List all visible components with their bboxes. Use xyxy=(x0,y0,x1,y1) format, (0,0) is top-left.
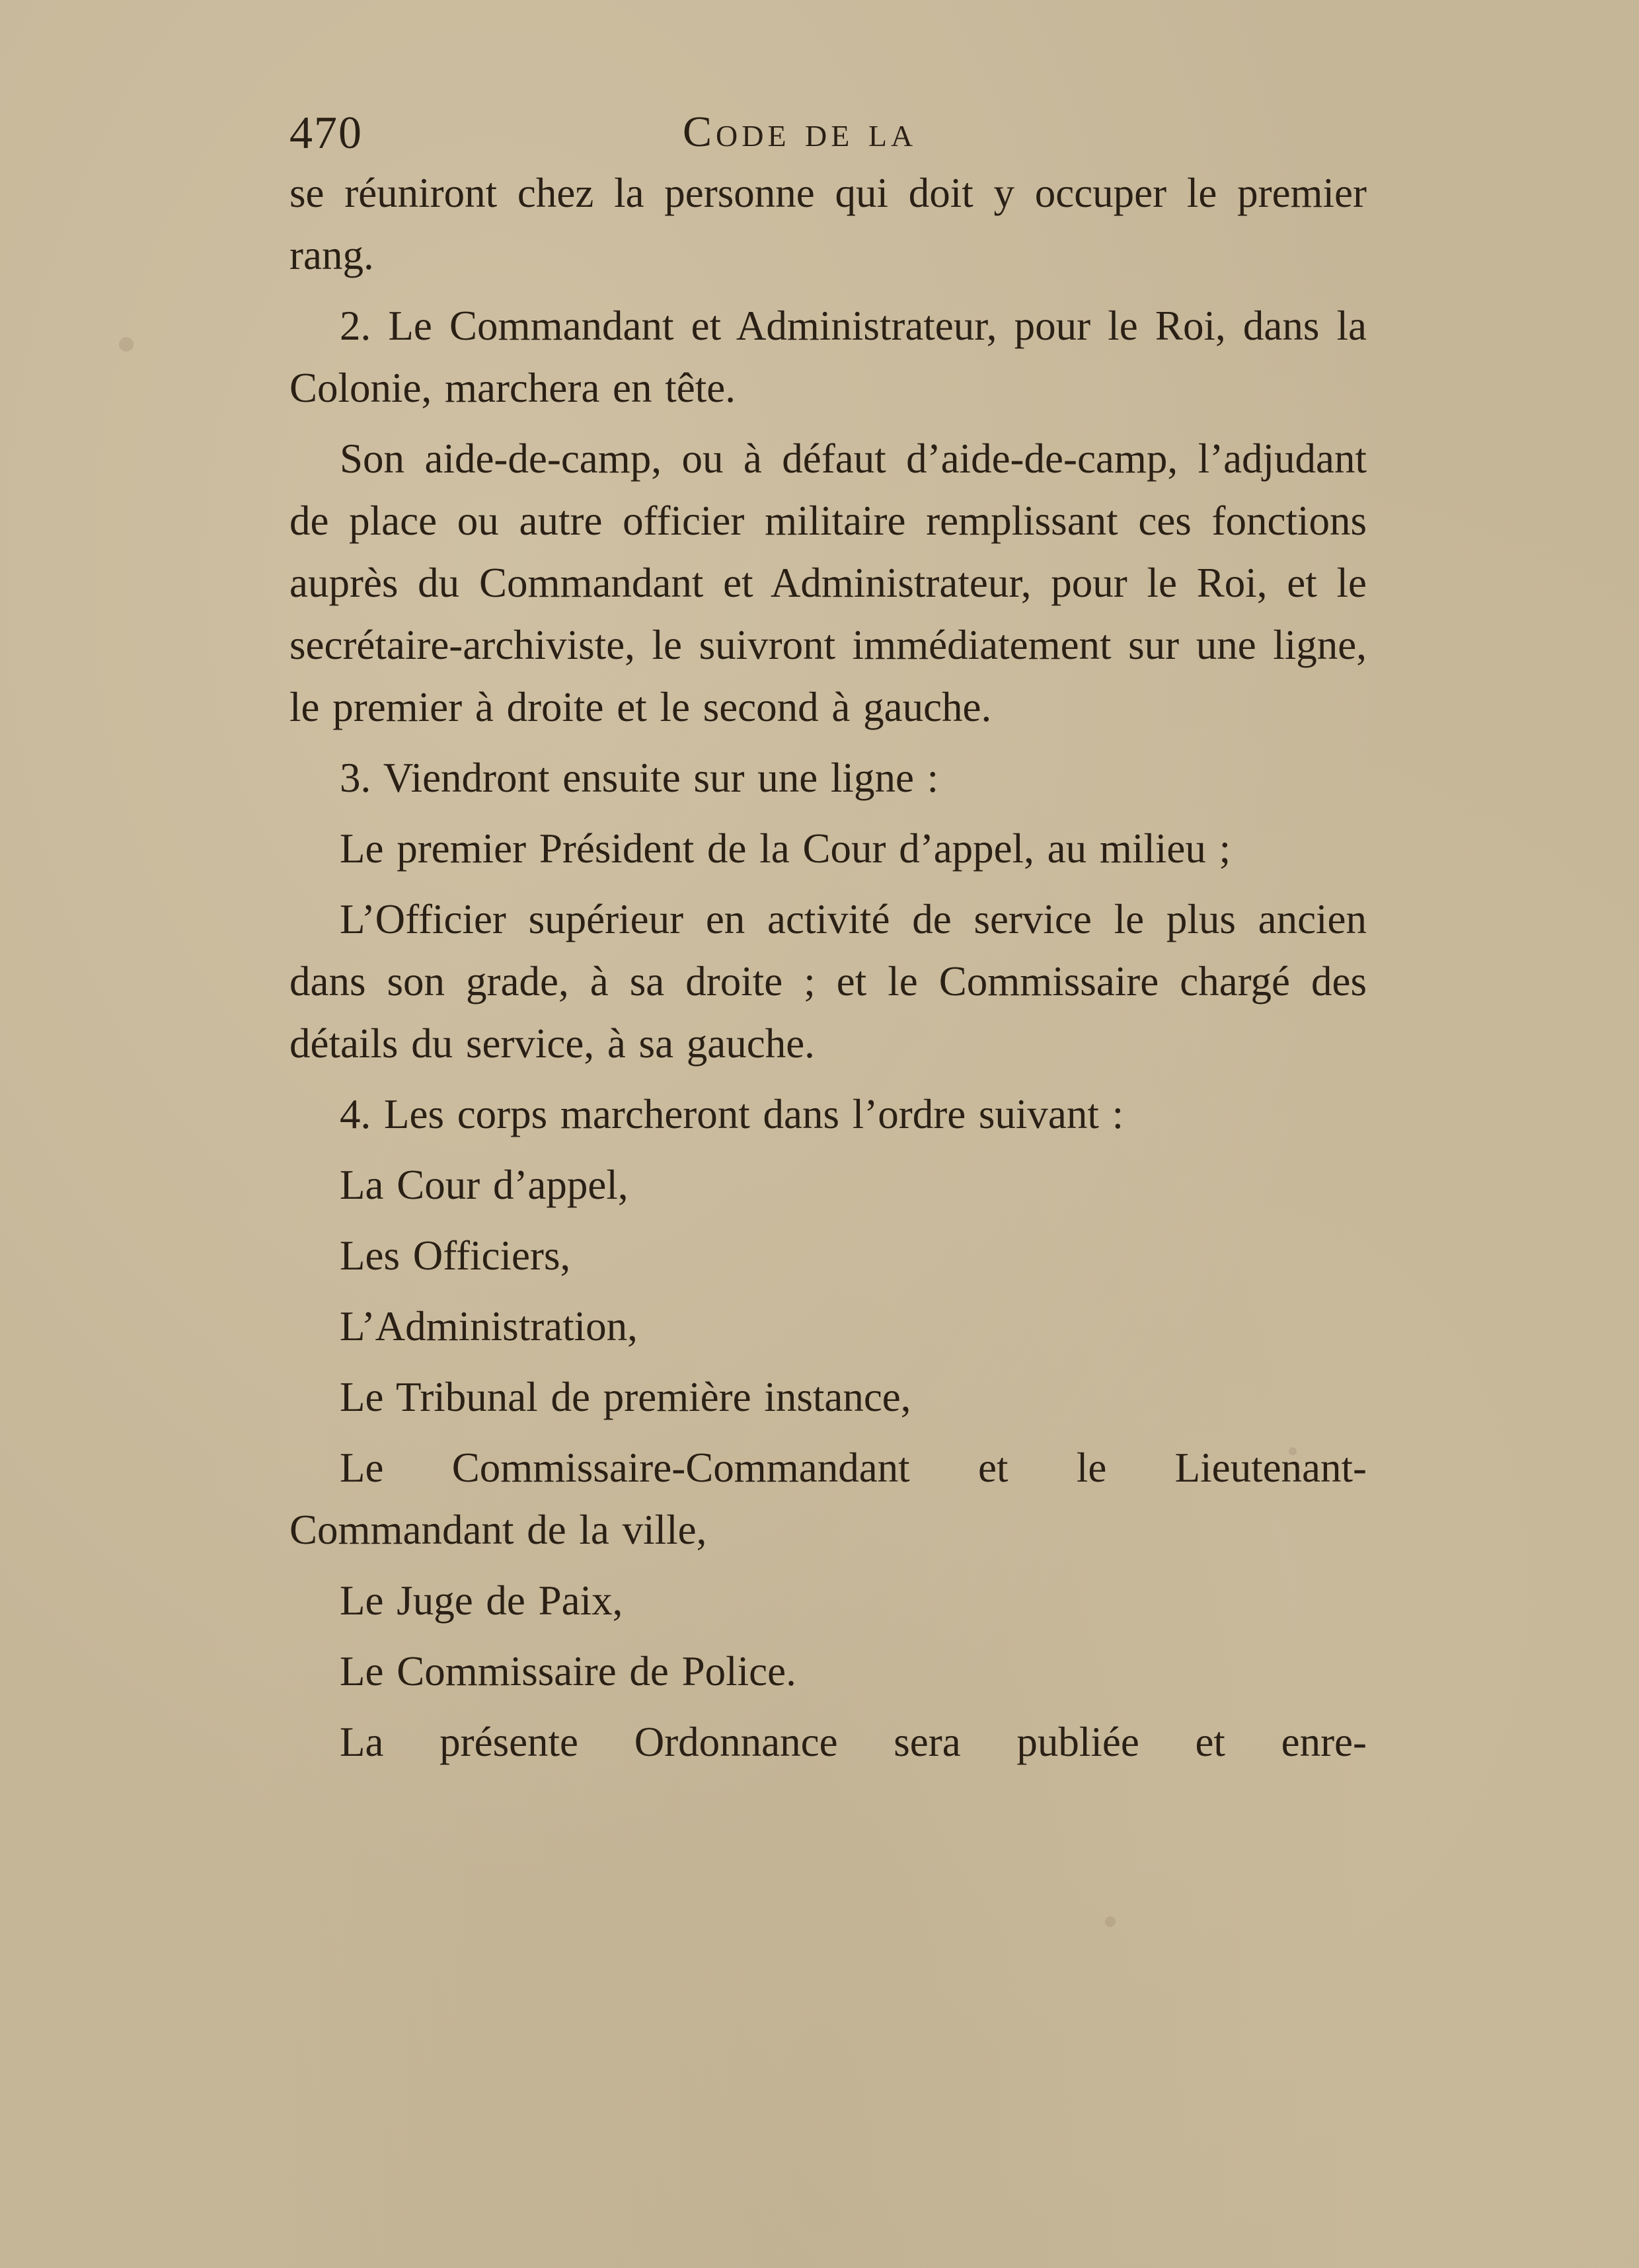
paragraph: se réuniront chez la personne qui doit y occuper le premier rang. xyxy=(289,170,1367,278)
list-item: Le Tribunal de première instance, xyxy=(340,1374,911,1420)
paragraph-article-4: 4. Les corps marcheront dans l’ordre suivant : xyxy=(340,1091,1124,1137)
page-number: 470 xyxy=(289,108,363,159)
paper-spot xyxy=(119,337,133,352)
paragraph-closing: La présente Ordonnance sera publiée et enre- xyxy=(340,1719,1367,1765)
paragraph-article-3: 3. Viendront ensuite sur une ligne : xyxy=(340,755,939,801)
list-item: Les Officiers, xyxy=(340,1232,571,1279)
paragraph: Son aide-de-camp, ou à défaut d’aide-de-camp, l’adjudant de place ou autre officier militaire remplissant ces fonctions auprès du Commandant et Administrateur, pour le Roi, et le secrétaire-archiviste, le suivront immédiatement sur une ligne, le premier à droite et le second à gauche. xyxy=(289,435,1367,730)
page-header xyxy=(289,107,1367,160)
running-title: Code de la xyxy=(683,108,917,156)
list-item: Le Commissaire de Police. xyxy=(340,1648,796,1694)
paper-spot xyxy=(1105,1916,1116,1927)
list-item: Le Commissaire-Commandant et le Lieutenant-Commandant de la ville, xyxy=(289,1445,1367,1553)
paragraph: L’Officier supérieur en activité de service le plus ancien dans son grade, à sa droite ; et le Commissaire chargé des détails du service, à sa gauche. xyxy=(289,896,1367,1067)
body-text xyxy=(289,162,1367,1782)
list-item: La Cour d’appel, xyxy=(340,1162,629,1208)
list-item: Le Juge de Paix, xyxy=(340,1577,623,1624)
paragraph-article-2: 2. Le Commandant et Administrateur, pour le Roi, dans la Colonie, marchera en tête. xyxy=(289,303,1367,411)
paragraph: Le premier Président de la Cour d’appel, au milieu ; xyxy=(340,825,1231,872)
list-item: L’Administration, xyxy=(340,1303,638,1349)
